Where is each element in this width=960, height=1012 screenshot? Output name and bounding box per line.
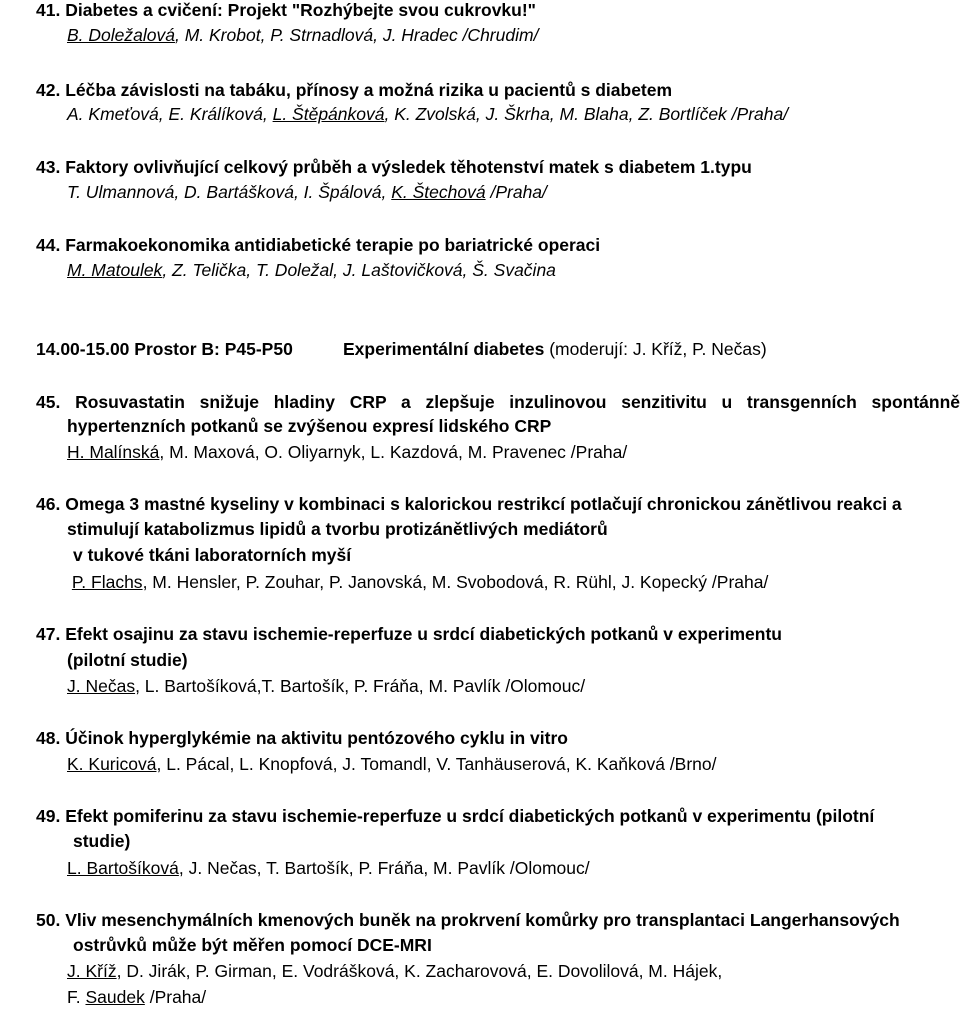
item-46-authors bbox=[67, 570, 768, 594]
co-authors: , Z. Telička, T. Doležal, J. Laštovičková, Š. Svačina bbox=[162, 260, 556, 280]
item-49-title-line1 bbox=[36, 804, 874, 828]
presenting-author: K. Štechová bbox=[391, 182, 486, 202]
session-name: Experimentální diabetes bbox=[343, 339, 545, 359]
presenting-author: J. Nečas bbox=[67, 676, 136, 696]
item-41-authors bbox=[67, 23, 538, 47]
item-number: 48. bbox=[36, 728, 61, 748]
presenting-author: M. Matoulek bbox=[67, 260, 163, 280]
item-46-title-line1 bbox=[36, 492, 902, 516]
item-number: 41. bbox=[36, 0, 61, 20]
item-45-title-line2: hypertenzních potkanů se zvýšenou expresí lidského CRP bbox=[67, 416, 552, 436]
item-number: 44. bbox=[36, 235, 61, 255]
underlined-author: Saudek bbox=[85, 987, 145, 1007]
presenting-author: L. Štěpánková bbox=[272, 104, 385, 124]
item-title: Faktory ovlivňující celkový průběh a výsledek těhotenství matek s diabetem 1.typu bbox=[65, 157, 752, 177]
item-50-title-line1 bbox=[36, 908, 900, 932]
item-44-title bbox=[36, 233, 600, 257]
co-author-initial: F. bbox=[67, 987, 86, 1007]
item-title: Vliv mesenchymálních kmenových buněk na prokrvení komůrky pro transplantaci Langerhansových bbox=[65, 910, 900, 930]
session-moderators: (moderují: J. Kříž, P. Nečas) bbox=[544, 339, 767, 359]
presenting-author: K. Kuricová bbox=[67, 754, 157, 774]
item-43-title bbox=[36, 155, 752, 179]
co-authors: , L. Bartošíková,T. Bartošík, P. Fráňa, M. Pavlík /Olomouc/ bbox=[135, 676, 586, 696]
location: /Praha/ bbox=[144, 987, 207, 1007]
item-title: Účinok hyperglykémie na aktivitu pentózového cyklu in vitro bbox=[65, 728, 568, 748]
item-49-authors bbox=[67, 856, 590, 880]
item-47-title-line2: (pilotní studie) bbox=[67, 650, 188, 670]
item-48-authors bbox=[67, 752, 717, 776]
item-49-title-line2: studie) bbox=[73, 831, 131, 851]
item-number: 45. bbox=[36, 392, 61, 412]
item-43-authors bbox=[67, 180, 547, 204]
item-48-title-line1 bbox=[36, 726, 568, 750]
co-authors: , M. Hensler, P. Zouhar, P. Janovská, M. Svobodová, R. Rühl, J. Kopecký /Praha/ bbox=[142, 572, 769, 592]
co-authors: , L. Pácal, L. Knopfová, J. Tomandl, V. Tanhäuserová, K. Kaňková /Brno/ bbox=[156, 754, 717, 774]
presenting-author: B. Doležalová bbox=[67, 25, 175, 45]
item-title: Efekt osajinu za stavu ischemie-reperfuze u srdcí diabetických potkanů v experimentu bbox=[65, 624, 782, 644]
item-45-title-line1 bbox=[36, 390, 960, 414]
item-number: 42. bbox=[36, 80, 61, 100]
item-title: Diabetes a cvičení: Projekt "Rozhýbejte svou cukrovku!" bbox=[65, 0, 536, 20]
item-title: Efekt pomiferinu za stavu ischemie-reperfuze u srdcí diabetických potkanů v experimentu (pilotní bbox=[65, 806, 875, 826]
co-authors-before: T. Ulmannová, D. Bartášková, I. Špálová, bbox=[67, 182, 392, 202]
co-authors: , K. Zvolská, J. Škrha, M. Blaha, Z. Bortlíček /Praha/ bbox=[384, 104, 789, 124]
co-authors: , D. Jirák, P. Girman, E. Vodrášková, K. Zacharovová, E. Dovolilová, M. Hájek, bbox=[116, 961, 723, 981]
item-47-authors bbox=[67, 674, 585, 698]
presenting-author: H. Malínská bbox=[67, 442, 160, 462]
session-header bbox=[343, 337, 767, 361]
item-number: 49. bbox=[36, 806, 61, 826]
item-number: 50. bbox=[36, 910, 61, 930]
item-title: Léčba závislosti na tabáku, přínosy a možná rizika u pacientů s diabetem bbox=[65, 80, 673, 100]
item-title: Omega 3 mastné kyseliny v kombinaci s kalorickou restrikcí potlačují chronickou zánětlivou reakci a bbox=[65, 494, 902, 514]
item-number: 47. bbox=[36, 624, 61, 644]
item-50-authors-line1 bbox=[67, 959, 722, 983]
item-45-authors bbox=[67, 440, 627, 464]
co-authors: /Praha/ bbox=[485, 182, 547, 202]
item-42-title bbox=[36, 78, 672, 102]
item-50-authors-line2 bbox=[67, 985, 206, 1009]
session-time-place: 14.00-15.00 Prostor B: P45-P50 bbox=[36, 339, 293, 359]
co-authors: , J. Nečas, T. Bartošík, P. Fráňa, M. Pavlík /Olomouc/ bbox=[178, 858, 590, 878]
item-42-authors bbox=[67, 102, 788, 126]
item-number: 43. bbox=[36, 157, 61, 177]
item-50-title-line2: ostrůvků může být měřen pomocí DCE-MRI bbox=[73, 935, 432, 955]
item-41-title bbox=[36, 0, 536, 22]
presenting-author: J. Kříž bbox=[67, 961, 117, 981]
item-title: Rosuvastatin snižuje hladiny CRP a zlepšuje inzulinovou senzitivitu u transgenních spontánně bbox=[75, 392, 960, 412]
co-authors: , M. Maxová, O. Oliyarnyk, L. Kazdová, M. Pravenec /Praha/ bbox=[159, 442, 628, 462]
item-46-title-line3: v tukové tkáni laboratorních myší bbox=[73, 545, 352, 565]
presenting-author: L. Bartošíková bbox=[67, 858, 179, 878]
item-44-authors bbox=[67, 258, 556, 282]
item-number: 46. bbox=[36, 494, 61, 514]
item-46-title-line2: stimulují katabolizmus lipidů a tvorbu protizánětlivých mediátorů bbox=[67, 519, 608, 539]
item-47-title-line1 bbox=[36, 622, 782, 646]
presenting-author: P. Flachs bbox=[71, 572, 143, 592]
co-authors: , M. Krobot, P. Strnadlová, J. Hradec /Chrudim/ bbox=[174, 25, 539, 45]
co-authors-before: A. Kmeťová, E. Králíková, bbox=[67, 104, 273, 124]
item-title: Farmakoekonomika antidiabetické terapie po bariatrické operaci bbox=[65, 235, 601, 255]
